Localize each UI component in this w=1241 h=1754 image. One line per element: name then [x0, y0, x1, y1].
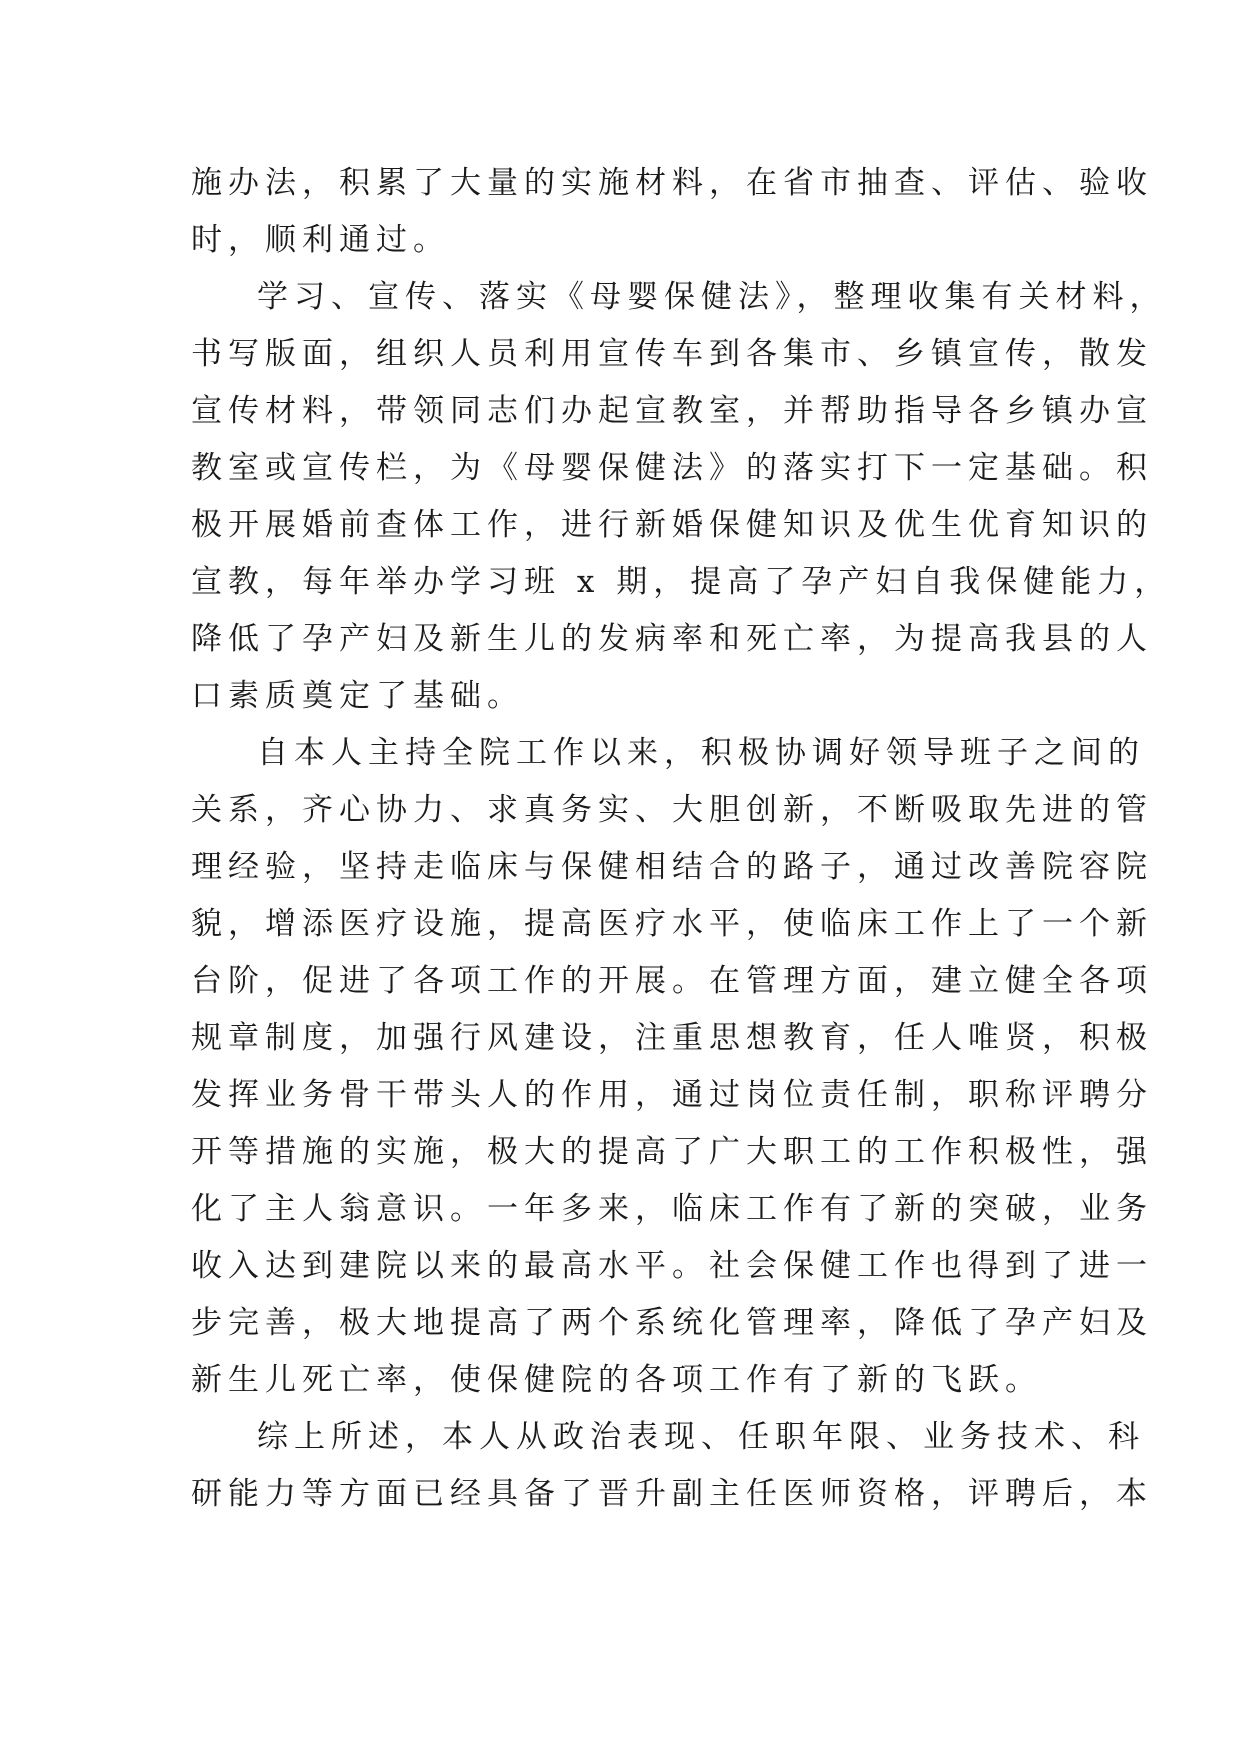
text-line: 时，顺利通过。: [191, 222, 450, 258]
text-line: 教室或宣传栏，为《母婴保健法》的落实打下一定基础。积: [191, 450, 1153, 486]
text-line: 新生儿死亡率，使保健院的各项工作有了新的飞跃。: [191, 1362, 1042, 1398]
text-line: 开等措施的实施，极大的提高了广大职工的工作积极性，强: [191, 1134, 1153, 1170]
text-line: 步完善，极大地提高了两个系统化管理率，降低了孕产妇及: [191, 1305, 1153, 1341]
text-line: 理经验，坚持走临床与保健相结合的路子，通过改善院容院: [191, 849, 1153, 885]
paragraph-first-line: 自本人主持全院工作以来，积极协调好领导班子之间的: [257, 735, 1145, 771]
text-line: 发挥业务骨干带头人的作用，通过岗位责任制，职称评聘分: [191, 1077, 1153, 1113]
text-line: 研能力等方面已经具备了晋升副主任医师资格，评聘后，本: [191, 1476, 1153, 1512]
text-line: 宣传材料，带领同志们办起宣教室，并帮助指导各乡镇办宣: [191, 393, 1153, 429]
text-line: 口素质奠定了基础。: [191, 678, 524, 714]
text-line: 规章制度，加强行风建设，注重思想教育，任人唯贤，积极: [191, 1020, 1153, 1056]
text-line: 降低了孕产妇及新生儿的发病率和死亡率，为提高我县的人: [191, 621, 1153, 657]
text-line: 宣教，每年举办学习班 x 期，提高了孕产妇自我保健能力，: [191, 564, 1172, 600]
text-line: 书写版面，组织人员利用宣传车到各集市、乡镇宣传，散发: [191, 336, 1153, 372]
text-line: 施办法，积累了大量的实施材料，在省市抽查、评估、验收: [191, 165, 1153, 201]
text-line: 化了主人翁意识。一年多来，临床工作有了新的突破，业务: [191, 1191, 1153, 1227]
text-line: 极开展婚前查体工作，进行新婚保健知识及优生优育知识的: [191, 507, 1153, 543]
text-line: 关系，齐心协力、求真务实、大胆创新，不断吸取先进的管: [191, 792, 1153, 828]
text-line: 貌，增添医疗设施，提高医疗水平，使临床工作上了一个新: [191, 906, 1153, 942]
body-text: [191, 155, 1172, 1523]
paragraph-first-line: 综上所述，本人从政治表现、任职年限、业务技术、科: [257, 1419, 1145, 1455]
text-line: 台阶，促进了各项工作的开展。在管理方面，建立健全各项: [191, 963, 1153, 999]
text-line: 收入达到建院以来的最高水平。社会保健工作也得到了进一: [191, 1248, 1153, 1284]
paragraph-first-line: 学习、宣传、落实《母婴保健法》，整理收集有关材料，: [257, 279, 1167, 315]
